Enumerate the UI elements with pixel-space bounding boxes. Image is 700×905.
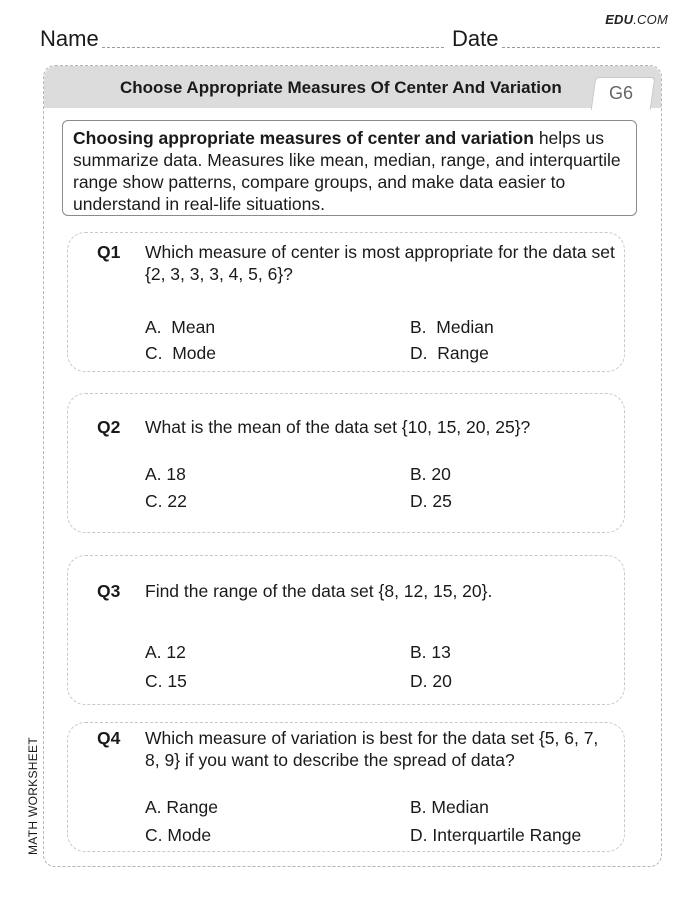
name-date-row [40, 26, 660, 52]
date-label: Date [452, 26, 499, 51]
option-c[interactable]: C. 15 [145, 671, 187, 691]
option-d[interactable]: D. Interquartile Range [410, 825, 582, 845]
option-c[interactable]: C. Mode [145, 825, 212, 845]
question-text: Which measure of variation is best for the data set {5, 6, 7, 8, 9} if you want to describe the spread of data? [145, 728, 599, 770]
brand-suffix: .COM [633, 12, 668, 27]
option-a[interactable]: A. 12 [145, 642, 186, 662]
question-text: Which measure of center is most appropriate for the data set {2, 3, 3, 3, 4, 5, 6}? [145, 242, 615, 284]
intro-bold-text: Choosing appropriate measures of center and variation [73, 128, 534, 148]
date-field[interactable] [502, 47, 660, 48]
option-b[interactable]: B. 20 [410, 464, 451, 484]
question-text: What is the mean of the data set {10, 15, 20, 25}? [145, 417, 531, 437]
side-label: MATH WORKSHEET [26, 737, 40, 855]
grade-label: G6 [608, 83, 633, 103]
brand-name: EDU [605, 12, 634, 27]
intro-text: helps us summarize data. Measures like mean, median, range, and interquartile range show patterns, compare groups, and make data easier to understand in real-life situations. [73, 128, 621, 214]
intro-box [62, 120, 637, 216]
option-b[interactable]: B. Median [410, 797, 489, 817]
option-a[interactable]: A. Mean [145, 317, 216, 337]
question-number: Q3 [97, 581, 121, 601]
question-number: Q4 [97, 728, 121, 748]
option-b[interactable]: B. Median [410, 317, 494, 337]
brand-logo [605, 12, 668, 27]
option-c[interactable]: C. 22 [145, 491, 187, 511]
question-number: Q2 [97, 417, 121, 437]
worksheet-title: Choose Appropriate Measures Of Center And Variation [120, 78, 562, 97]
question-text: Find the range of the data set {8, 12, 15, 20}. [145, 581, 493, 601]
option-a[interactable]: A. 18 [145, 464, 186, 484]
name-label: Name [40, 26, 99, 51]
option-d[interactable]: D. Range [410, 343, 489, 363]
question-card-2 [67, 393, 625, 533]
option-d[interactable]: D. 20 [410, 671, 452, 691]
question-number: Q1 [97, 242, 121, 262]
option-a[interactable]: A. Range [145, 797, 218, 817]
option-c[interactable]: C. Mode [145, 343, 217, 363]
option-d[interactable]: D. 25 [410, 491, 452, 511]
name-field[interactable] [102, 47, 444, 48]
option-b[interactable]: B. 13 [410, 642, 451, 662]
